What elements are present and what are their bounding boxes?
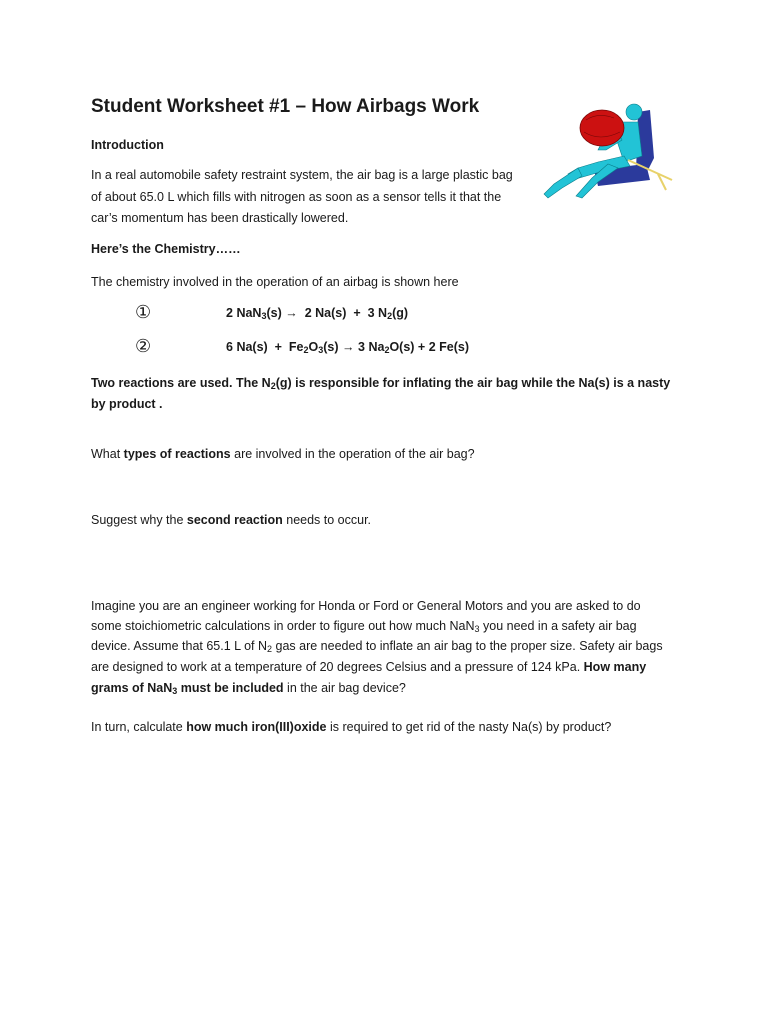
intro-line-2: of about 65.0 L which fills with nitrogen as soon as a sensor tells it that the [91, 190, 502, 204]
airbag-crash-dummy-illustration [538, 98, 678, 202]
question-iron-oxide: In turn, calculate how much iron(III)oxide is required to get rid of the nasty Na(s) by product? [91, 720, 612, 734]
engineer-line-3: device. Assume that 65.1 L of $N_2$ gas are needed to inflate an air bag to the proper size. Safety air bags [91, 639, 663, 654]
question-second-reaction: Suggest why the second reaction needs to occur. [91, 513, 372, 527]
engineer-line-2: some stoichiometric calculations in order to figure out how much NaN$_3$ you need in a safety air bag [91, 619, 637, 634]
intro-heading: Introduction [91, 138, 164, 152]
intro-line-3: car’s momentum has been drastically lowered. [91, 211, 349, 225]
reactions-explanation-line-2: by product . [91, 397, 163, 411]
chemistry-heading: Here’s the Chemistry…… [91, 242, 241, 256]
question-reaction-types: What types of reactions are involved in the operation of the air bag? [91, 447, 475, 461]
reactions-explanation-line-1: Two reactions are used. The $N_2(g)$ is responsible for inflating the air bag while the Na(s) is a nasty [91, 376, 671, 391]
chemistry-intro: The chemistry involved in the operation of an airbag is shown here [91, 275, 459, 289]
engineer-line-4: are designed to work at a temperature of 20 degrees Celsius and a pressure of 124 kPa. How many [91, 660, 647, 674]
reaction-2-number: ② [135, 336, 152, 357]
engineer-line-5: grams of NaN$_3$ must be included in the air bag device? [91, 681, 406, 696]
engineer-line-1: Imagine you are an engineer working for Honda or Ford or General Motors and you are asked to do [91, 599, 641, 613]
intro-line-1: In a real automobile safety restraint system, the air bag is a large plastic bag [91, 168, 513, 182]
page-title: Student Worksheet #1 – How Airbags Work [91, 96, 480, 117]
arrow-icon: → [285, 306, 298, 320]
arrow-icon: → [342, 340, 355, 354]
reaction-1-equation: 2 NaN$_3$(s) → 2 Na(s) + 3 $N_2(g)$ [226, 306, 409, 321]
reaction-2-equation: 6 $Na(s) + Fe_2O_3(s) \to 3$ $Na_2O(s) + 2$ Fe(s) [226, 340, 470, 355]
reaction-1-number: ① [135, 302, 152, 323]
